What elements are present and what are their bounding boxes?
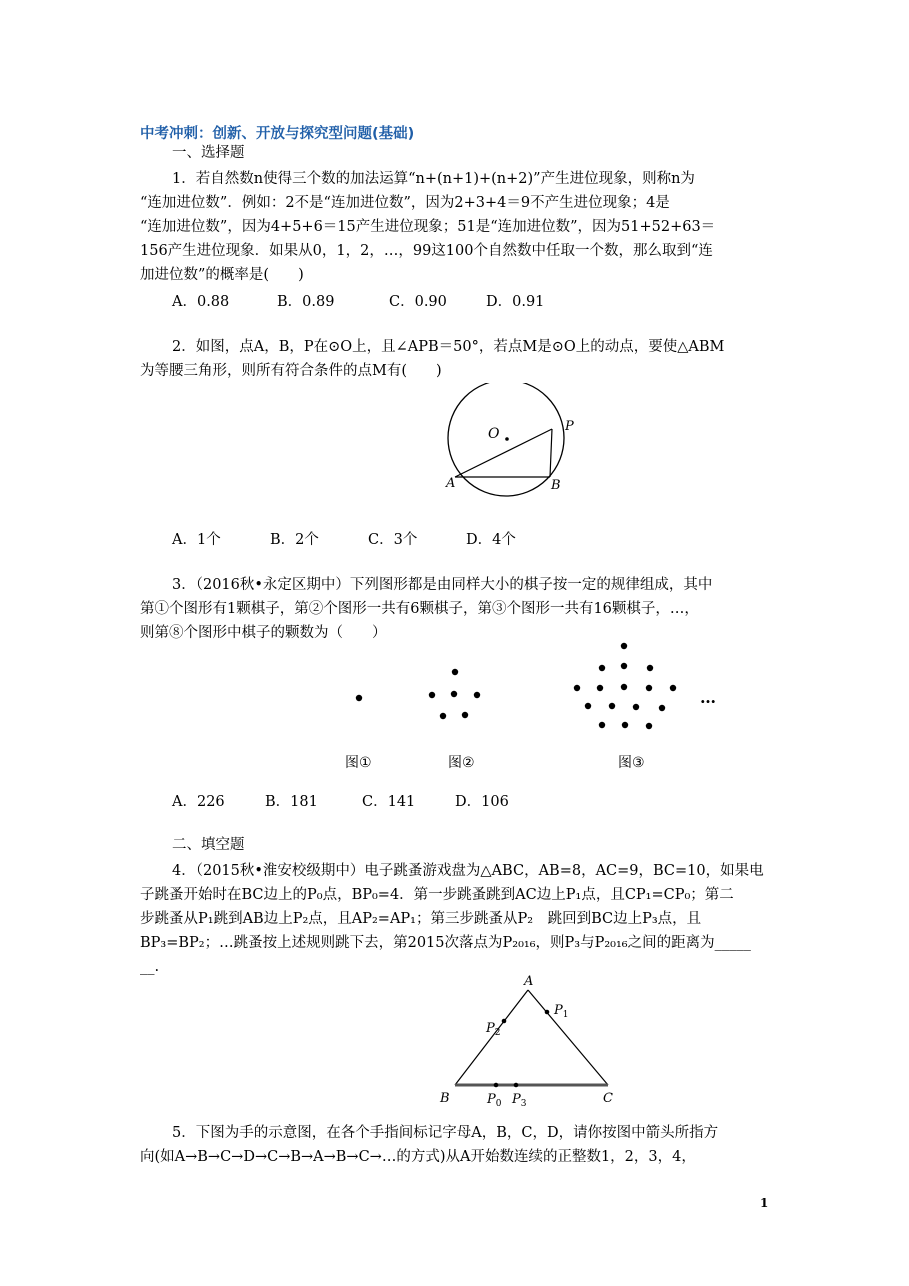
pattern2-piece (462, 712, 468, 718)
section-heading-fill: 二、填空题 (172, 837, 245, 853)
pattern2-piece (451, 691, 457, 697)
label-p2: $P_2$ (486, 1021, 501, 1038)
pattern3-piece (585, 703, 591, 709)
document-title: 中考冲刺：创新、开放与探究型问题(基础) (140, 126, 415, 142)
q3-option-c: C．141 (362, 794, 416, 810)
q4-triangle-figure (430, 970, 630, 1110)
pattern3-piece (621, 643, 627, 649)
q1-option-a: A．0.88 (172, 294, 230, 310)
q3-option-a: A．226 (172, 794, 225, 810)
q1-line-2: “连加进位数”．例如：2不是“连加进位数”，因为2+3+4＝9不产生进位现象；4是 (140, 195, 670, 211)
label-a: A (446, 476, 456, 491)
segment-pb (550, 429, 552, 477)
pattern3-piece (646, 723, 652, 729)
pattern3-piece (646, 685, 652, 691)
q1-option-d: D．0.91 (486, 294, 545, 310)
pattern3-piece (622, 722, 628, 728)
q4-line-4: BP₃=BP₂；…跳蚤按上述规则跳下去，第2015次落点为P₂₀₁₆，则P₃与P₂₀₁₆之间的距离为_____ (140, 935, 751, 951)
q2-options (172, 528, 516, 549)
q4-line-5: __. (140, 959, 160, 975)
pattern1-piece (356, 695, 362, 701)
pattern3-piece (670, 685, 676, 691)
label-p1: $P_1$ (554, 1003, 569, 1020)
q2-option-b: B．2个 (270, 532, 319, 548)
side-ab (455, 990, 528, 1085)
q2-option-d: D．4个 (466, 532, 516, 548)
q1-options (172, 290, 544, 311)
page-number: 1 (760, 1196, 769, 1210)
point-p2 (502, 1019, 507, 1024)
label-p0: $P_0$ (487, 1092, 502, 1109)
pattern3-piece (597, 685, 603, 691)
q1-line-4: 156产生进位现象．如果从0，1，2，…，99这100个自然数中任取一个数，那么取到“连 (140, 243, 713, 259)
q1-option-c: C．0.90 (389, 294, 447, 310)
q2-circle-figure (440, 383, 590, 498)
center-o-point (505, 437, 509, 441)
pattern3-piece (633, 704, 639, 710)
label-p: P (565, 419, 574, 434)
point-p1 (545, 1010, 550, 1015)
pattern3-piece (621, 684, 627, 690)
q4-line-2: 子跳蚤开始时在BC边上的P₀点，BP₀=4．第一步跳蚤跳到AC边上P₁点，且CP₁=CP₀；第二 (140, 887, 734, 903)
q1-option-b: B．0.89 (277, 294, 335, 310)
pattern3-piece (647, 665, 653, 671)
label-b: B (440, 1091, 450, 1106)
section-heading-choice: 一、选择题 (172, 145, 245, 161)
q3-line-2: 第①个图形有1颗棋子，第②个图形一共有6颗棋子，第③个图形一共有16颗棋子，…， (140, 601, 699, 617)
q3-option-b: B．181 (265, 794, 318, 810)
q5-line-2: 向(如A→B→C→D→C→B→A→B→C→…的方式)从A开始数连续的正整数1，2，3，4， (140, 1149, 696, 1165)
q3-options (172, 790, 509, 811)
q1-line-1: 1．若自然数n使得三个数的加法运算“n+(n+1)+(n+2)”产生进位现象，则称n为 (172, 171, 695, 187)
caption-figure-2: 图② (448, 755, 475, 771)
q2-line-1: 2．如图，点A，B，P在⊙O上，且∠APB＝50°，若点M是⊙O上的动点，要使△ABM (172, 339, 725, 355)
label-a: A (524, 974, 534, 989)
q3-line-1: 3．（2016秋•永定区期中）下列图形都是由同样大小的棋子按一定的规律组成，其中 (172, 577, 713, 593)
q4-line-1: 4．（2015秋•淮安校级期中）电子跳蚤游戏盘为△ABC，AB=8，AC=9，BC=10，如果电 (172, 863, 764, 879)
pattern2-piece (440, 713, 446, 719)
pattern2-piece (429, 692, 435, 698)
pattern3-piece (599, 665, 605, 671)
pattern2-piece (452, 669, 458, 675)
caption-figure-1: 图① (345, 755, 372, 771)
q2-line-2: 为等腰三角形，则所有符合条件的点M有( ) (140, 363, 442, 379)
label-o: O (488, 426, 500, 442)
q5-line-1: 5．下图为手的示意图，在各个手指间标记字母A，B，C，D，请你按图中箭头所指方 (172, 1125, 719, 1141)
q1-line-3: “连加进位数”，因为4+5+6＝15产生进位现象；51是“连加进位数”，因为51+52+63＝ (140, 219, 716, 235)
side-ac (528, 990, 608, 1085)
q3-chess-patterns-figure (340, 635, 740, 745)
point-p3 (514, 1083, 519, 1088)
point-p0 (494, 1083, 499, 1088)
q3-option-d: D．106 (455, 794, 509, 810)
caption-figure-3: 图③ (618, 755, 645, 771)
segment-ap (455, 429, 552, 477)
pattern3-piece (574, 685, 580, 691)
q2-option-a: A．1个 (172, 532, 221, 548)
pattern3-piece (609, 703, 615, 709)
q1-line-5: 加进位数”的概率是( ) (140, 267, 304, 283)
label-b: B (551, 478, 561, 493)
label-c: C (603, 1091, 613, 1106)
pattern2-piece (474, 692, 480, 698)
pattern-ellipsis: … (700, 688, 716, 707)
q2-option-c: C．3个 (368, 532, 418, 548)
pattern3-piece (659, 705, 665, 711)
label-p3: $P_3$ (512, 1092, 527, 1109)
q3-line-3: 则第⑧个图形中棋子的颗数为（ ） (140, 625, 387, 641)
pattern3-piece (621, 663, 627, 669)
pattern3-piece (599, 722, 605, 728)
q4-line-3: 步跳蚤从P₁跳到AB边上P₂点，且AP₂=AP₁；第三步跳蚤从P₂ 跳回到BC边上P₃点，且 (140, 911, 702, 927)
